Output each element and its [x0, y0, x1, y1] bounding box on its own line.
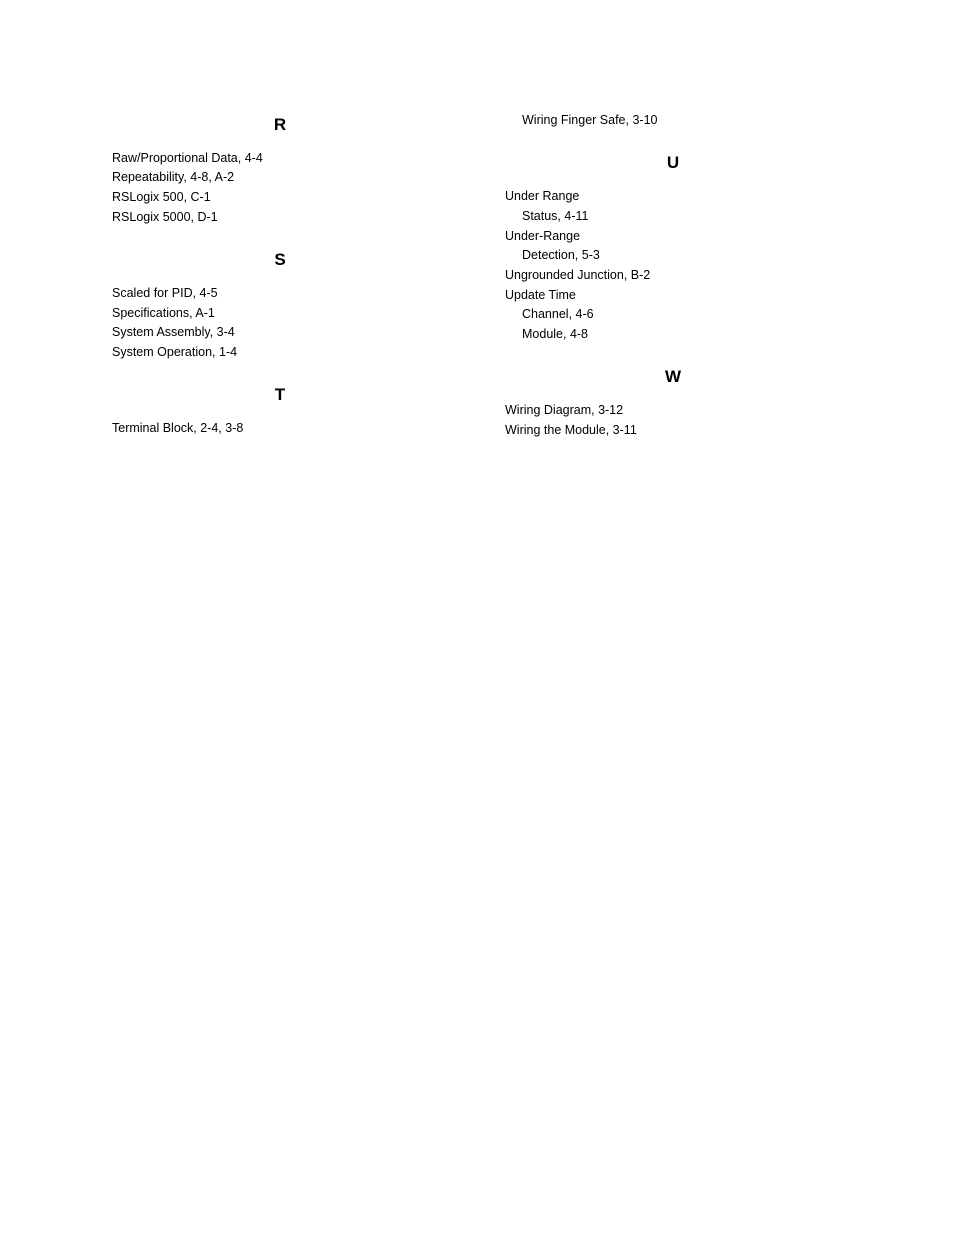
index-entry: Wiring the Module, 3-11: [505, 423, 637, 437]
index-entry: Update Time: [505, 288, 576, 302]
index-subentry: Module, 4-8: [522, 327, 589, 341]
index-subentry: Status, 4-11: [522, 209, 589, 223]
index-entry: Under Range: [505, 189, 580, 203]
index-heading-s: S: [274, 250, 286, 269]
index-heading-r: R: [273, 115, 287, 134]
index-entry: System Operation, 1-4: [112, 345, 238, 359]
index-entry: Ungrounded Junction, B-2: [505, 268, 651, 282]
index-entry: RSLogix 500, C-1: [112, 190, 211, 204]
index-entry: Raw/Proportional Data, 4-4: [112, 151, 263, 165]
index-entry: RSLogix 5000, D-1: [112, 210, 218, 224]
index-heading-w: W: [664, 367, 682, 386]
index-heading-u: U: [666, 153, 680, 172]
index-entry: Repeatability, 4-8, A-2: [112, 170, 235, 184]
index-subentry: Channel, 4-6: [522, 307, 594, 321]
index-entry: Wiring Diagram, 3-12: [505, 403, 624, 417]
index-heading-t: T: [274, 385, 286, 404]
index-entry: Under-Range: [505, 229, 581, 243]
index-subentry: Detection, 5-3: [522, 248, 600, 262]
index-entry: Terminal Block, 2-4, 3-8: [112, 421, 244, 435]
index-subentry: Wiring Finger Safe, 3-10: [522, 113, 658, 127]
index-entry: Specifications, A-1: [112, 306, 215, 320]
index-entry: Scaled for PID, 4-5: [112, 286, 218, 300]
index-entry: System Assembly, 3-4: [112, 325, 235, 339]
